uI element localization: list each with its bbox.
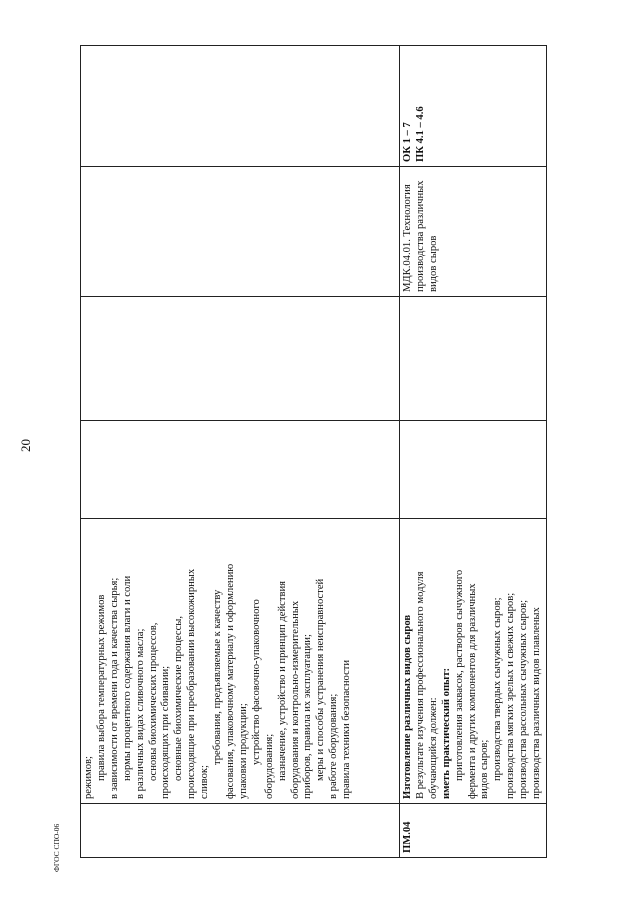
table-row bbox=[400, 46, 547, 858]
footer-mark: ФГОС СПО-06 bbox=[52, 823, 61, 872]
content-line: приготовления заквасок, растворов сычужного bbox=[453, 569, 465, 781]
content-line: производства рассольных сычужных сыров; bbox=[518, 599, 530, 799]
content-line: производства различных видов плавленых bbox=[531, 607, 543, 799]
content-line: в работе оборудования; bbox=[328, 693, 340, 799]
content-line: требования, предъявляемые к качеству bbox=[212, 589, 224, 765]
content-line: производства мягких зрелых и свежих сыров; bbox=[505, 592, 517, 799]
content-line: правила выбора температурных режимов bbox=[95, 594, 107, 781]
content-line: фермента и других компонентов для различных bbox=[466, 583, 478, 799]
content-line: происходящие при преобразовании высокожирных bbox=[186, 568, 198, 799]
page-number: 20 bbox=[18, 439, 33, 452]
content-line: фасования, упаковочному материалу и оформлению bbox=[224, 563, 236, 799]
content-line: происходящих при сбивании; bbox=[160, 665, 172, 799]
content-line: оборудования; bbox=[263, 733, 275, 799]
content-line: в различных видах сливочного масла; bbox=[134, 628, 146, 799]
mdk-cell: МДК.04.01. Технология производства различных видов сыров bbox=[400, 167, 547, 297]
content-line: режимов; bbox=[83, 756, 94, 799]
content-line: устройство фасовочно-упаковочного bbox=[250, 599, 262, 765]
empty-cell bbox=[81, 421, 400, 519]
content-line: приборов, правила их эксплуатации; bbox=[302, 634, 314, 799]
rotated-table-region bbox=[80, 46, 543, 858]
competencies-cell: ОК 1 – 7 ПК 4.1 – 4.6 bbox=[400, 46, 547, 167]
content-line: назначение, устройство и принцип действия bbox=[276, 580, 288, 781]
content-line: видов сыров; bbox=[479, 739, 491, 799]
content-line: упаковки продукции; bbox=[237, 703, 249, 799]
empty-cell bbox=[400, 421, 547, 519]
curriculum-table bbox=[80, 45, 547, 858]
empty-cell bbox=[81, 297, 400, 421]
content-line: основы биохимических процессов, bbox=[147, 622, 159, 781]
content-line: сливок; bbox=[199, 765, 211, 799]
content-line: В результате изучения профессионального модуля bbox=[414, 571, 426, 799]
content-line: нормы процентного содержания влаги и соли bbox=[121, 575, 133, 781]
module-content-cell bbox=[81, 519, 400, 804]
module-code-cell bbox=[81, 804, 400, 858]
module-code-cell: ПМ.04 bbox=[400, 804, 547, 858]
content-line: меры и способы устранения неисправностей bbox=[315, 578, 327, 781]
content-line: в зависимости от времени года и качества сырья; bbox=[108, 577, 120, 799]
content-line: Изготовление различных видов сыров bbox=[402, 614, 413, 799]
content-line: обучающийся должен: bbox=[427, 697, 439, 799]
empty-cell bbox=[400, 297, 547, 421]
content-line: правила техники безопасности bbox=[341, 659, 353, 799]
content-line: производства твердых сычужных сыров; bbox=[492, 597, 504, 781]
content-line: иметь практический опыт: bbox=[440, 667, 452, 799]
table-row bbox=[81, 46, 400, 858]
content-line: оборудования и контрольно-измерительных bbox=[289, 600, 301, 799]
content-line: основные биохимические процессы, bbox=[173, 615, 185, 781]
competencies-cell bbox=[81, 46, 400, 167]
module-content-cell bbox=[400, 519, 547, 804]
mdk-cell bbox=[81, 167, 400, 297]
